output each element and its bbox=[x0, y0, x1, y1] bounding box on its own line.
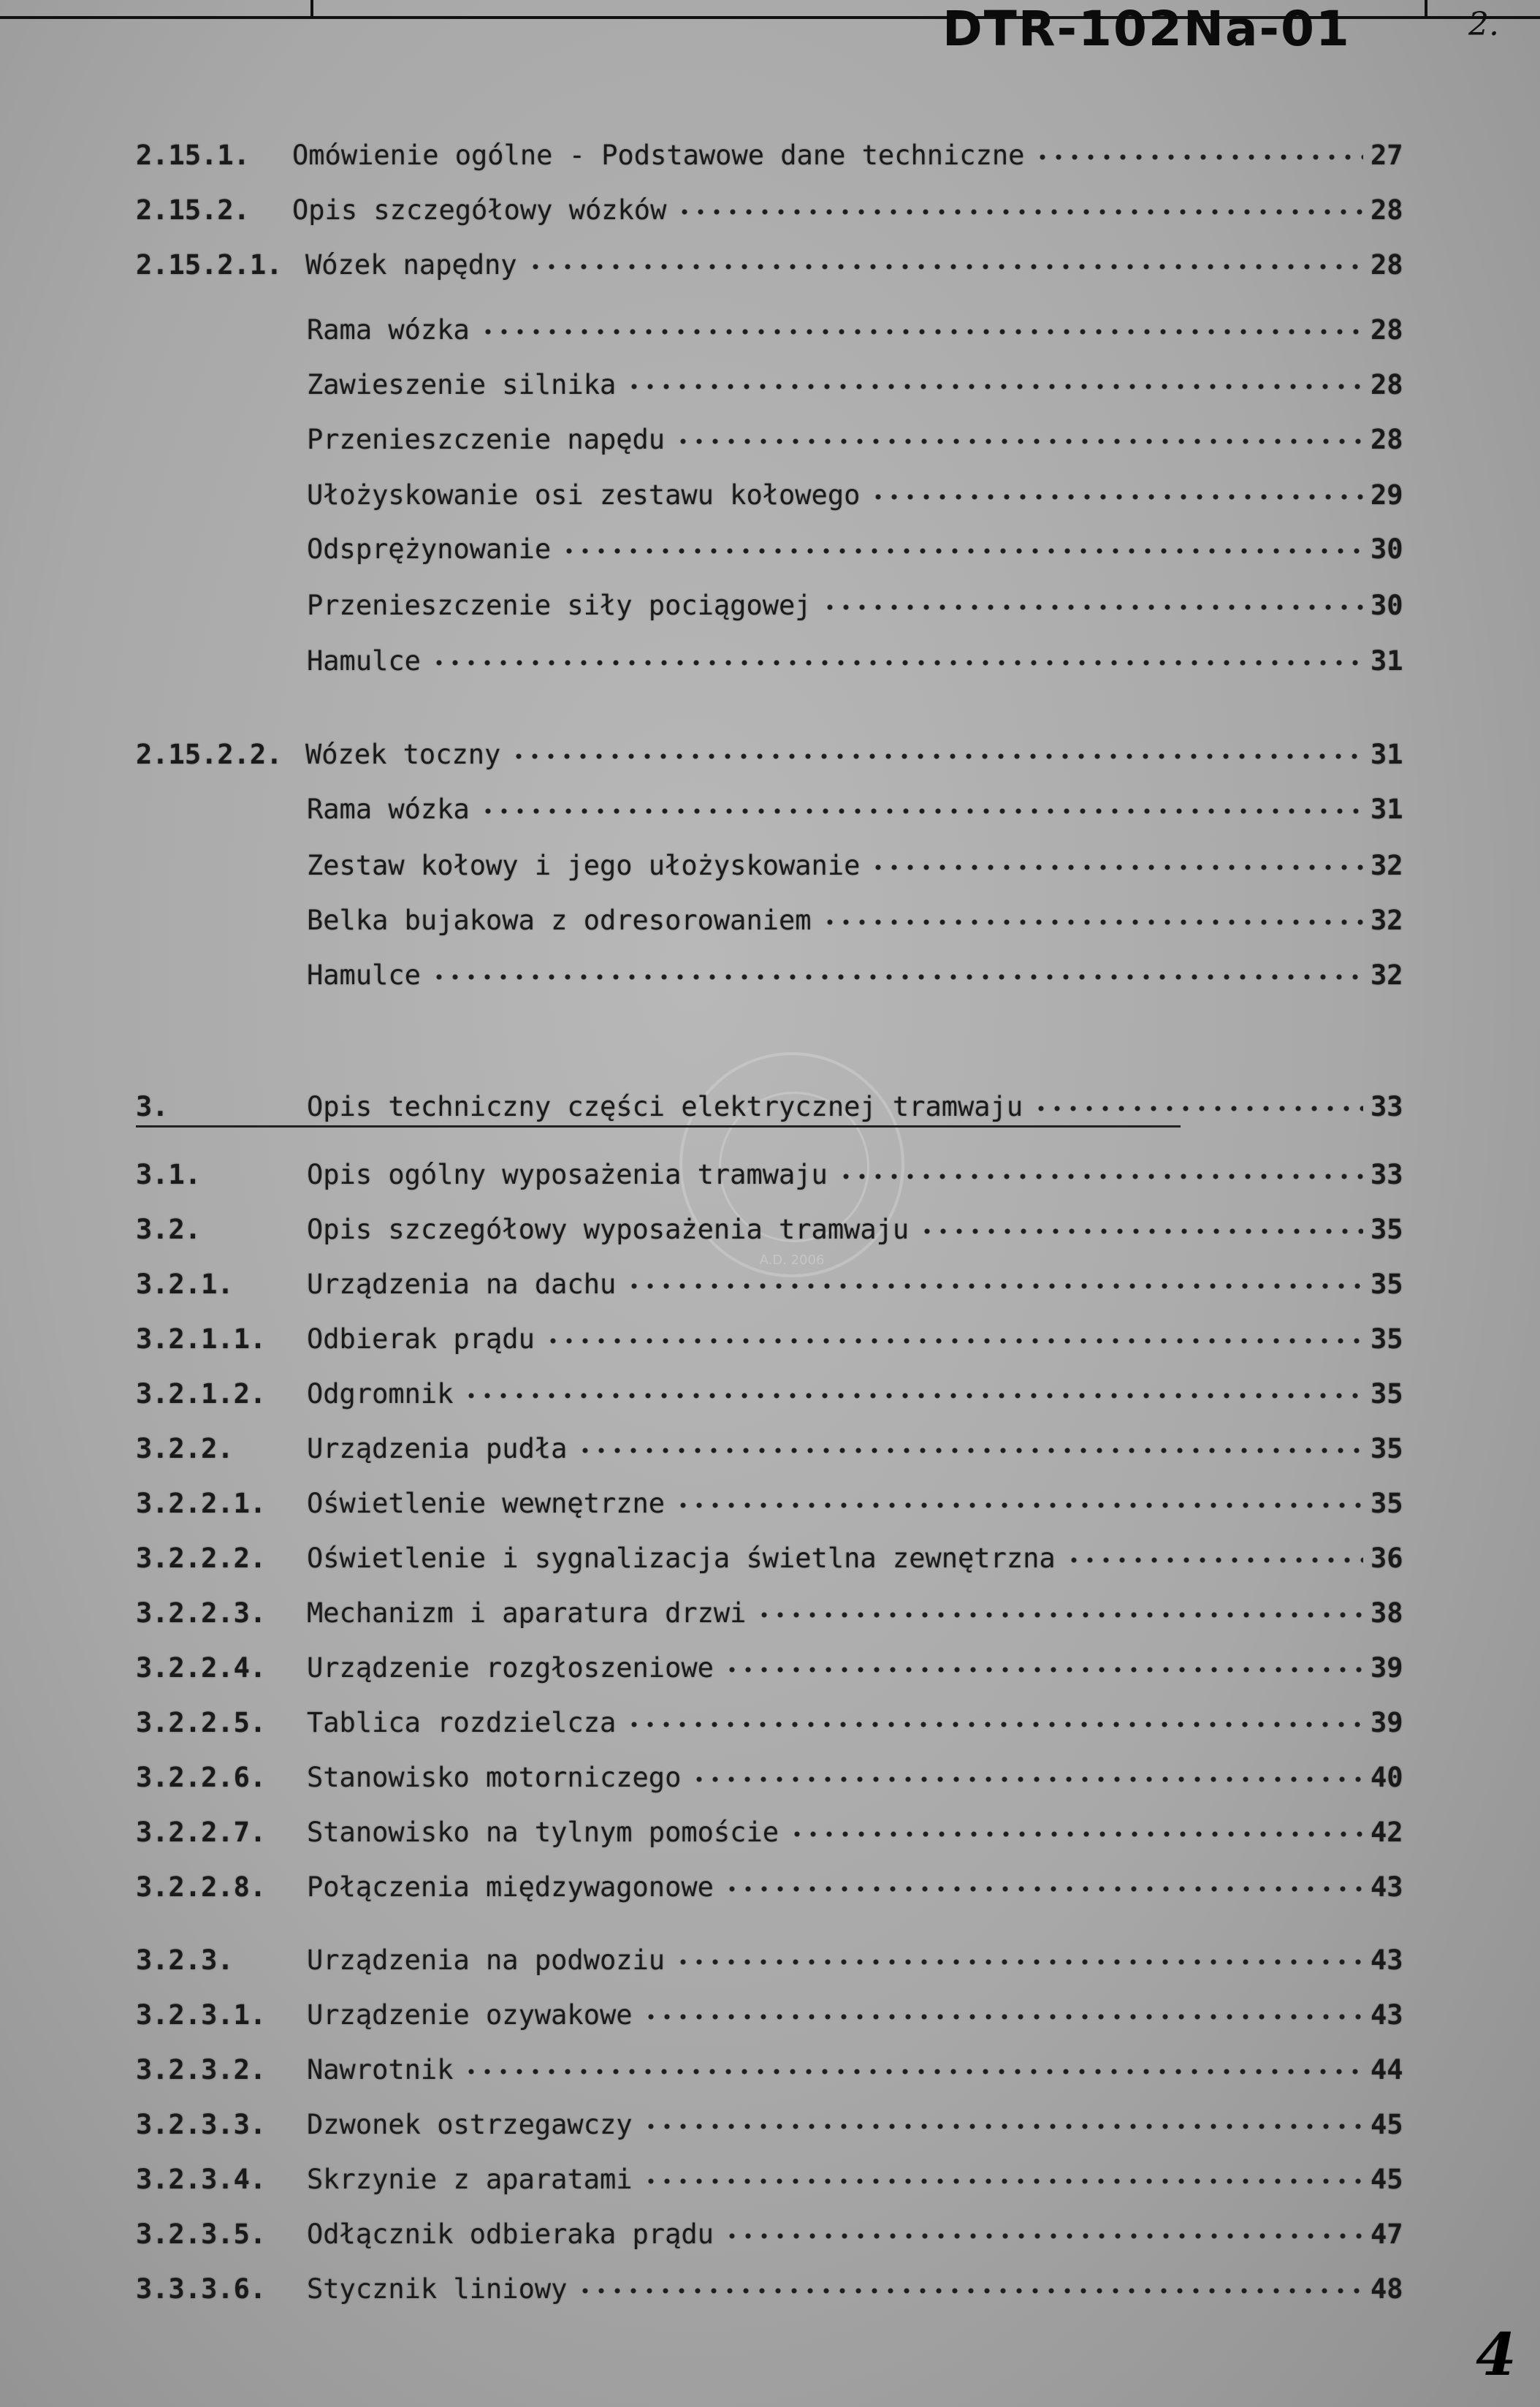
toc-dot-leader bbox=[691, 1776, 1363, 1782]
header-divider bbox=[310, 0, 313, 18]
toc-section-number: 3.2.2.1. bbox=[136, 1488, 267, 1519]
toc-section-number: 3.2. bbox=[136, 1214, 202, 1245]
toc-dot-leader bbox=[511, 753, 1363, 759]
toc-section-number: 3. bbox=[136, 1091, 169, 1122]
toc-entry-title: Urządzenia na dachu bbox=[307, 1269, 617, 1300]
toc-row bbox=[0, 844, 1540, 888]
toc-entry-title: Przenieszczenie napędu bbox=[307, 424, 666, 455]
toc-dot-leader bbox=[675, 1959, 1363, 1965]
toc-row bbox=[0, 584, 1540, 628]
toc-page-number: 43 bbox=[1371, 1871, 1403, 1903]
toc-page-number: 28 bbox=[1371, 369, 1403, 400]
toc-section-number: 3.2.3. bbox=[136, 1944, 234, 1976]
toc-page-number: 35 bbox=[1371, 1269, 1403, 1300]
toc-section-number: 3.2.1.2. bbox=[136, 1378, 267, 1410]
toc-row bbox=[0, 363, 1540, 407]
toc-dot-leader bbox=[1034, 154, 1363, 160]
toc-entry-title: Nawrotnik bbox=[307, 2054, 454, 2085]
toc-row bbox=[0, 1482, 1540, 1526]
toc-row bbox=[0, 1085, 1540, 1129]
toc-row bbox=[0, 1372, 1540, 1416]
document-code: DTR-102Na-01 bbox=[942, 1, 1351, 57]
toc-section-number: 2.15.2. bbox=[136, 194, 250, 226]
toc-section-number: 3.2.2.4. bbox=[136, 1652, 267, 1684]
toc-entry-title: Omówienie ogólne - Podstawowe dane techniczne bbox=[292, 140, 1025, 171]
toc-row bbox=[0, 1939, 1540, 1982]
toc-page-number: 30 bbox=[1371, 590, 1403, 621]
toc-page-number: 35 bbox=[1371, 1378, 1403, 1410]
toc-row bbox=[0, 418, 1540, 462]
toc-entry-title: Urządzenie ozywakowe bbox=[307, 1999, 633, 2031]
toc-entry-title: Rama wózka bbox=[307, 794, 470, 825]
corner-handwritten-mark: 4 bbox=[1476, 2320, 1517, 2389]
toc-row bbox=[0, 1756, 1540, 1800]
toc-dot-leader bbox=[756, 1612, 1363, 1618]
toc-entry-title: Wózek napędny bbox=[305, 249, 517, 281]
toc-section-number: 3.2.3.3. bbox=[136, 2109, 267, 2140]
toc-section-number: 3.2.2.2. bbox=[136, 1543, 267, 1574]
toc-entry-title: Opis ogólny wyposażenia tramwaju bbox=[307, 1159, 828, 1190]
toc-row bbox=[0, 1811, 1540, 1855]
toc-dot-leader bbox=[838, 1174, 1363, 1179]
toc-section-number: 3.2.3.1. bbox=[136, 1999, 267, 2031]
toc-page-number: 32 bbox=[1371, 850, 1403, 881]
toc-entry-title: Belka bujakowa z odresorowaniem bbox=[307, 905, 812, 936]
toc-entry-title: Rama wózka bbox=[307, 314, 470, 346]
toc-row bbox=[0, 134, 1540, 178]
toc-dot-leader bbox=[1066, 1557, 1363, 1563]
toc-entry-title: Oświetlenie i sygnalizacja świetlna zewnętrzna bbox=[307, 1543, 1056, 1574]
toc-section-number: 3.1. bbox=[136, 1159, 202, 1190]
toc-section-number: 3.2.2. bbox=[136, 1433, 234, 1464]
toc-page-number: 33 bbox=[1371, 1091, 1403, 1122]
toc-page-number: 38 bbox=[1371, 1597, 1403, 1629]
toc-page-number: 28 bbox=[1371, 249, 1403, 281]
toc-row bbox=[0, 474, 1540, 517]
toc-page-number: 28 bbox=[1371, 314, 1403, 346]
toc-page-number: 32 bbox=[1371, 905, 1403, 936]
toc-row bbox=[0, 1592, 1540, 1635]
toc-page-number: 35 bbox=[1371, 1488, 1403, 1519]
toc-section-number: 3.2.2.5. bbox=[136, 1707, 267, 1738]
toc-section-number: 3.2.3.4. bbox=[136, 2164, 267, 2195]
toc-page-number: 43 bbox=[1371, 1999, 1403, 2031]
toc-row bbox=[0, 1537, 1540, 1581]
toc-row bbox=[0, 243, 1540, 287]
toc-page-number: 42 bbox=[1371, 1817, 1403, 1848]
toc-page-number: 45 bbox=[1371, 2164, 1403, 2195]
toc-section-number: 3.2.3.2. bbox=[136, 2054, 267, 2085]
toc-row bbox=[0, 2158, 1540, 2202]
stamp-year: A.D. 2006 bbox=[759, 1252, 825, 1268]
toc-row bbox=[0, 2213, 1540, 2256]
toc-dot-leader bbox=[463, 1393, 1363, 1399]
toc-dot-leader bbox=[822, 919, 1363, 925]
toc-row bbox=[0, 899, 1540, 943]
toc-page-number: 28 bbox=[1371, 424, 1403, 455]
toc-row bbox=[0, 2267, 1540, 2311]
toc-section-number: 3.2.2.3. bbox=[136, 1597, 267, 1629]
toc-entry-title: Odbierak prądu bbox=[307, 1323, 535, 1355]
toc-row bbox=[0, 528, 1540, 571]
toc-dot-leader bbox=[626, 1283, 1363, 1289]
toc-dot-leader bbox=[724, 1667, 1363, 1673]
toc-dot-leader bbox=[545, 1338, 1363, 1344]
toc-row bbox=[0, 1646, 1540, 1690]
toc-row bbox=[0, 1153, 1540, 1197]
toc-row bbox=[0, 1701, 1540, 1745]
toc-entry-title: Stanowisko na tylnym pomoście bbox=[307, 1817, 779, 1848]
toc-entry-title: Zestaw kołowy i jego ułożyskowanie bbox=[307, 850, 861, 881]
toc-page-number: 39 bbox=[1371, 1652, 1403, 1684]
toc-dot-leader bbox=[675, 1502, 1363, 1508]
toc-dot-leader bbox=[643, 2014, 1363, 2020]
toc-dot-leader bbox=[870, 494, 1363, 500]
toc-dot-leader bbox=[626, 1722, 1363, 1727]
toc-row bbox=[0, 1263, 1540, 1307]
toc-entry-title: Połączenia międzywagonowe bbox=[307, 1871, 714, 1903]
toc-row bbox=[0, 308, 1540, 352]
toc-dot-leader bbox=[577, 1448, 1363, 1453]
toc-page-number: 27 bbox=[1371, 140, 1403, 171]
toc-entry-title: Dzwonek ostrzegawczy bbox=[307, 2109, 633, 2140]
toc-row bbox=[0, 1427, 1540, 1471]
toc-page-number: 40 bbox=[1371, 1762, 1403, 1793]
toc-entry-title: Zawieszenie silnika bbox=[307, 369, 617, 400]
toc-section-number: 2.15.2.2. bbox=[136, 739, 283, 770]
page-number: 2. bbox=[1468, 6, 1499, 43]
toc-dot-leader bbox=[675, 438, 1363, 444]
toc-dot-leader bbox=[724, 1886, 1363, 1892]
toc-page-number: 31 bbox=[1371, 645, 1403, 677]
toc-dot-leader bbox=[643, 2123, 1363, 2129]
toc-entry-title: Oświetlenie wewnętrzne bbox=[307, 1488, 666, 1519]
toc-section-number: 3.2.2.8. bbox=[136, 1871, 267, 1903]
toc-page-number: 29 bbox=[1371, 479, 1403, 511]
toc-entry-title: Opis techniczny części elektrycznej tramwaju bbox=[307, 1091, 1024, 1122]
toc-page-number: 43 bbox=[1371, 1944, 1403, 1976]
header-divider bbox=[1425, 0, 1427, 18]
toc-entry-title: Hamulce bbox=[307, 959, 421, 991]
toc-page-number: 35 bbox=[1371, 1433, 1403, 1464]
toc-entry-title: Stycznik liniowy bbox=[307, 2273, 568, 2305]
toc-entry-title: Odłącznik odbieraka prądu bbox=[307, 2218, 714, 2250]
toc-dot-leader bbox=[577, 2288, 1363, 2294]
toc-page-number: 48 bbox=[1371, 2273, 1403, 2305]
toc-row bbox=[0, 1866, 1540, 1909]
toc-entry-title: Stanowisko motorniczego bbox=[307, 1762, 682, 1793]
toc-page-number: 33 bbox=[1371, 1159, 1403, 1190]
toc-page-number: 47 bbox=[1371, 2218, 1403, 2250]
toc-entry-title: Opis szczegółowy wyposażenia tramwaju bbox=[307, 1214, 910, 1245]
toc-dot-leader bbox=[626, 384, 1363, 389]
toc-page-number: 32 bbox=[1371, 959, 1403, 991]
toc-entry-title: Skrzynie z aparatami bbox=[307, 2164, 633, 2195]
toc-entry-title: Wózek toczny bbox=[305, 739, 501, 770]
toc-entry-title: Urządzenia na podwoziu bbox=[307, 1944, 666, 1976]
toc-row bbox=[0, 733, 1540, 777]
toc-dot-leader bbox=[480, 329, 1363, 335]
toc-page-number: 44 bbox=[1371, 2054, 1403, 2085]
toc-entry-title: Ułożyskowanie osi zestawu kołowego bbox=[307, 479, 861, 511]
toc-section-number: 3.2.3.5. bbox=[136, 2218, 267, 2250]
toc-entry-title: Przenieszczenie siły pociągowej bbox=[307, 590, 812, 621]
toc-dot-leader bbox=[919, 1228, 1363, 1234]
toc-entry-title: Odsprężynowanie bbox=[307, 533, 552, 565]
toc-row bbox=[0, 2048, 1540, 2092]
toc-section-number: 2.15.1. bbox=[136, 140, 250, 171]
toc-entry-title: Odgromnik bbox=[307, 1378, 454, 1410]
toc-page-number: 31 bbox=[1371, 739, 1403, 770]
toc-entry-title: Hamulce bbox=[307, 645, 421, 677]
toc-dot-leader bbox=[463, 2069, 1363, 2075]
toc-row bbox=[0, 1993, 1540, 2037]
toc-dot-leader bbox=[789, 1831, 1363, 1837]
toc-entry-title: Opis szczegółowy wózków bbox=[292, 194, 667, 226]
toc-page-number: 31 bbox=[1371, 794, 1403, 825]
toc-dot-leader bbox=[431, 974, 1363, 980]
toc-page-number: 28 bbox=[1371, 194, 1403, 226]
toc-dot-leader bbox=[480, 808, 1363, 814]
toc-section-number: 3.3.3.6. bbox=[136, 2273, 267, 2305]
toc-page-number: 35 bbox=[1371, 1323, 1403, 1355]
toc-row bbox=[0, 788, 1540, 832]
toc-dot-leader bbox=[527, 264, 1363, 270]
toc-dot-leader bbox=[1033, 1106, 1363, 1111]
toc-entry-title: Mechanizm i aparatura drzwi bbox=[307, 1597, 747, 1629]
toc-section-number: 3.2.2.7. bbox=[136, 1817, 267, 1848]
toc-section-number: 3.2.1. bbox=[136, 1269, 234, 1300]
toc-row bbox=[0, 1208, 1540, 1252]
toc-page-number: 36 bbox=[1371, 1543, 1403, 1574]
toc-section-number: 3.2.1.1. bbox=[136, 1323, 267, 1355]
toc-page-number: 30 bbox=[1371, 533, 1403, 565]
toc-page-number: 35 bbox=[1371, 1214, 1403, 1245]
toc-row bbox=[0, 2103, 1540, 2147]
toc-dot-leader bbox=[561, 548, 1363, 554]
toc-dot-leader bbox=[724, 2233, 1363, 2239]
toc-row bbox=[0, 1317, 1540, 1361]
toc-row bbox=[0, 954, 1540, 997]
toc-dot-leader bbox=[676, 209, 1363, 215]
toc-row bbox=[0, 189, 1540, 232]
toc-section-number: 3.2.2.6. bbox=[136, 1762, 267, 1793]
toc-dot-leader bbox=[643, 2178, 1363, 2184]
toc-row bbox=[0, 639, 1540, 683]
toc-page-number: 39 bbox=[1371, 1707, 1403, 1738]
toc-dot-leader bbox=[431, 660, 1363, 666]
toc-dot-leader bbox=[870, 864, 1363, 870]
toc-entry-title: Urządzenia pudła bbox=[307, 1433, 568, 1464]
toc-entry-title: Urządzenie rozgłoszeniowe bbox=[307, 1652, 714, 1684]
toc-entry-title: Tablica rozdzielcza bbox=[307, 1707, 617, 1738]
toc-section-number: 2.15.2.1. bbox=[136, 249, 283, 281]
toc-dot-leader bbox=[822, 604, 1363, 610]
chapter-underline bbox=[136, 1125, 1181, 1128]
toc-page-number: 45 bbox=[1371, 2109, 1403, 2140]
